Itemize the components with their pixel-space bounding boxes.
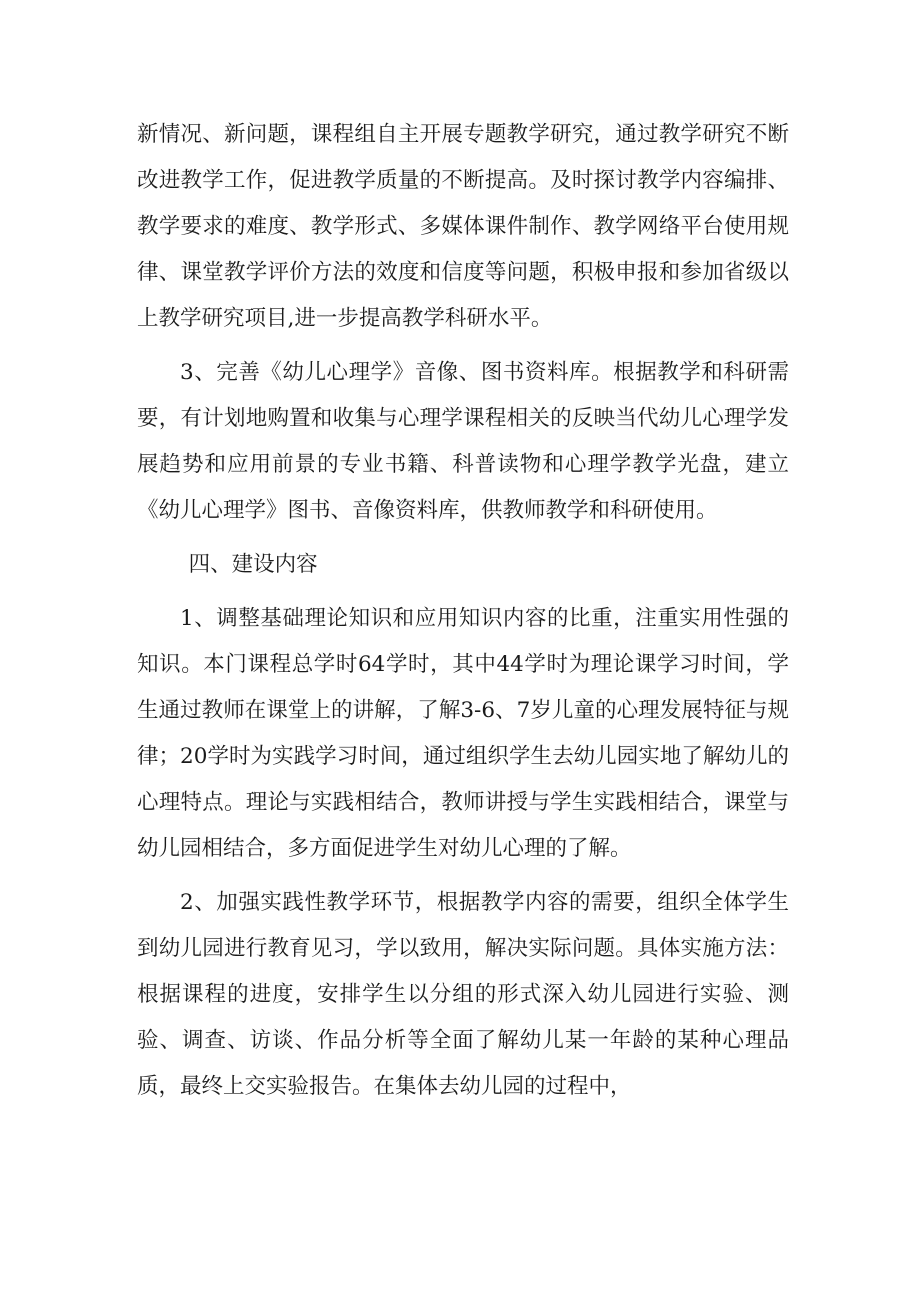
paragraph-content-2-practice-teaching: 2、加强实践性教学环节，根据教学内容的需要，组织全体学生到幼儿园进行教育见习，学以致用，解决实际问题。具体实施方法：根据课程的进度，安排学生以分组的形式深入幼儿园进行实验、测验、调查、访谈、作品分析等全面了解幼儿某一年龄的某种心理品质，最终上交实验报告。在集体去幼儿园的过程中， [137,890,789,1099]
paragraph-item-3-resource-library: 3、完善《幼儿心理学》音像、图书资料库。根据教学和科研需要，有计划地购置和收集与心理学课程相关的反映当代幼儿心理学发展趋势和应用前景的专业书籍、科普读物和心理学教学光盘，建立《幼儿心理学》图书、音像资料库，供教师教学和科研使用。 [137,360,789,523]
section-heading-construction-content: 四、建设内容 [188,552,318,577]
document-page [137,112,789,1110]
paragraph-content-1-knowledge-balance: 1、调整基础理论知识和应用知识内容的比重，注重实用性强的知识。本门课程总学时64学时，其中44学时为理论课学习时间，学生通过教师在课堂上的讲解，了解3-6、7岁儿童的心理发展特征与规律；20学时为实践学习时间，通过组织学生去幼儿园实地了解幼儿的心理特点。理论与实践相结合，教师讲授与学生实践相结合，课堂与幼儿园相结合，多方面促进学生对幼儿心理的了解。 [137,606,789,861]
paragraph-continuation: 新情况、新问题，课程组自主开展专题教学研究，通过教学研究不断改进教学工作，促进教学质量的不断提高。及时探讨教学内容编排、教学要求的难度、教学形式、多媒体课件制作、教学网络平台使用规律、课堂教学评价方法的效度和信度等问题，积极申报和参加省级以上教学研究项目,进一步提高教学科研水平。 [137,122,789,331]
